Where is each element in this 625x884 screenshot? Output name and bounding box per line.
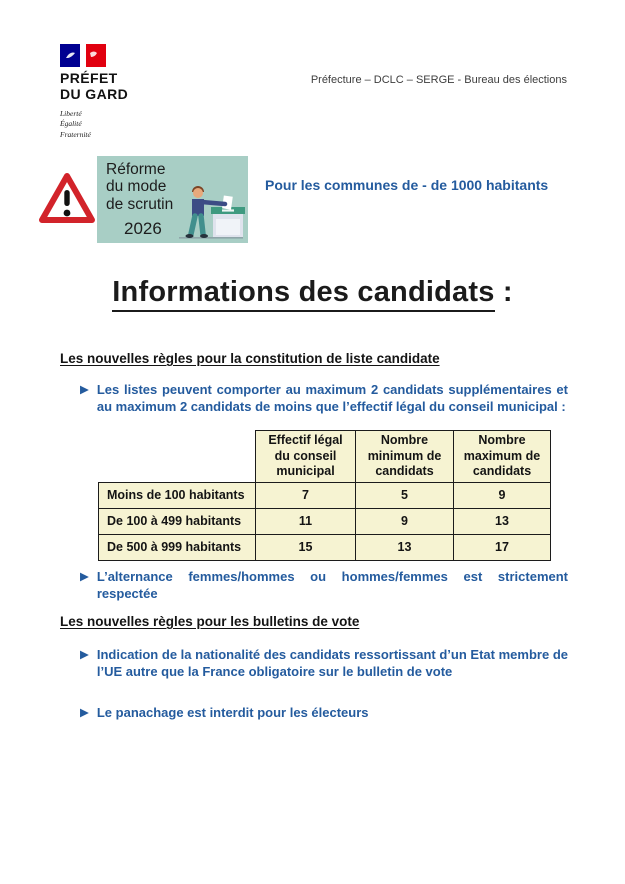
banner-subtitle: Pour les communes de - de 1000 habitants	[265, 177, 549, 193]
bullet-alternance	[80, 569, 568, 602]
cell-min: 5	[356, 482, 454, 508]
motto-egalite: Égalité	[60, 119, 82, 129]
section-heading-liste-candidate: Les nouvelles règles pour la constitution de liste candidate	[60, 351, 440, 366]
logo-line2: DU GARD	[60, 85, 129, 102]
table-blank-corner-cell	[99, 431, 256, 483]
cell-legal: 11	[256, 508, 356, 534]
reform-line1: Réforme	[106, 161, 166, 178]
cell-max: 9	[454, 482, 551, 508]
cell-max: 13	[454, 508, 551, 534]
row-label: De 100 à 499 habitants	[99, 508, 256, 534]
bullet-text: Le panachage est interdit pour les électeurs	[96, 705, 369, 720]
page-title-underlined: Informations des candidats	[112, 276, 494, 312]
table-header-row	[99, 431, 551, 483]
motto-fraternite: Fraternité	[60, 129, 91, 139]
table-row	[99, 508, 551, 534]
table-header-minimum: Nombre minimum de candidats	[356, 431, 454, 483]
row-label: Moins de 100 habitants	[99, 482, 256, 508]
candidates-rules-table	[98, 430, 551, 561]
reform-line3: de scrutin	[106, 195, 174, 213]
bullet-text: Les listes peuvent comporter au maximum 2 candidats supplémentaires et au maximum 2 candidats de moins que l’effectif légal du conseil municipal :	[96, 382, 568, 414]
table-header-maximum: Nombre maximum de candidats	[454, 431, 551, 483]
reform-banner	[97, 156, 248, 243]
bullet-nationalite	[80, 647, 568, 680]
cell-min: 13	[356, 534, 454, 560]
table-header-effectif: Effectif légal du conseil municipal	[256, 431, 356, 483]
page-title	[0, 276, 625, 309]
cell-max: 17	[454, 534, 551, 560]
warning-triangle-icon	[37, 170, 97, 227]
cell-legal: 7	[256, 482, 356, 508]
ballot-voting-illustration-icon	[173, 176, 247, 242]
bullet-triangle-icon: ▶	[80, 571, 89, 583]
bullet-text: Indication de la nationalité des candidats ressortissant d’un Etat membre de l’UE autre que la France obligatoire sur le bulletin de vote	[96, 647, 568, 679]
logo-name	[60, 71, 128, 102]
reform-title	[106, 161, 173, 213]
table-row	[99, 482, 551, 508]
logo-motto	[60, 109, 128, 139]
office-header-text: Préfecture – DCLC – SERGE - Bureau des élections	[310, 74, 567, 86]
page-title-suffix: :	[494, 276, 513, 308]
marianne-icon	[60, 44, 106, 67]
row-label: De 500 à 999 habitants	[99, 534, 256, 560]
bullet-triangle-icon: ▶	[80, 384, 89, 396]
cell-min: 9	[356, 508, 454, 534]
bullet-text: L’alternance femmes/hommes ou hommes/femmes est strictement respectée	[96, 569, 568, 601]
bullet-triangle-icon: ▶	[80, 707, 89, 719]
bullet-listes-maximum	[80, 382, 568, 415]
cell-legal: 15	[256, 534, 356, 560]
reform-year: 2026	[124, 219, 162, 238]
table-row	[99, 534, 551, 560]
prefecture-logo	[60, 44, 128, 140]
bullet-triangle-icon: ▶	[80, 649, 89, 661]
logo-line1: PRÉFET	[60, 70, 118, 86]
reform-line2: du mode	[106, 178, 167, 196]
french-flag-icon	[60, 44, 106, 67]
motto-liberte: Liberté	[60, 109, 82, 119]
section-heading-bulletins-vote: Les nouvelles règles pour les bulletins de vote	[60, 614, 360, 629]
bullet-panachage	[80, 705, 568, 722]
